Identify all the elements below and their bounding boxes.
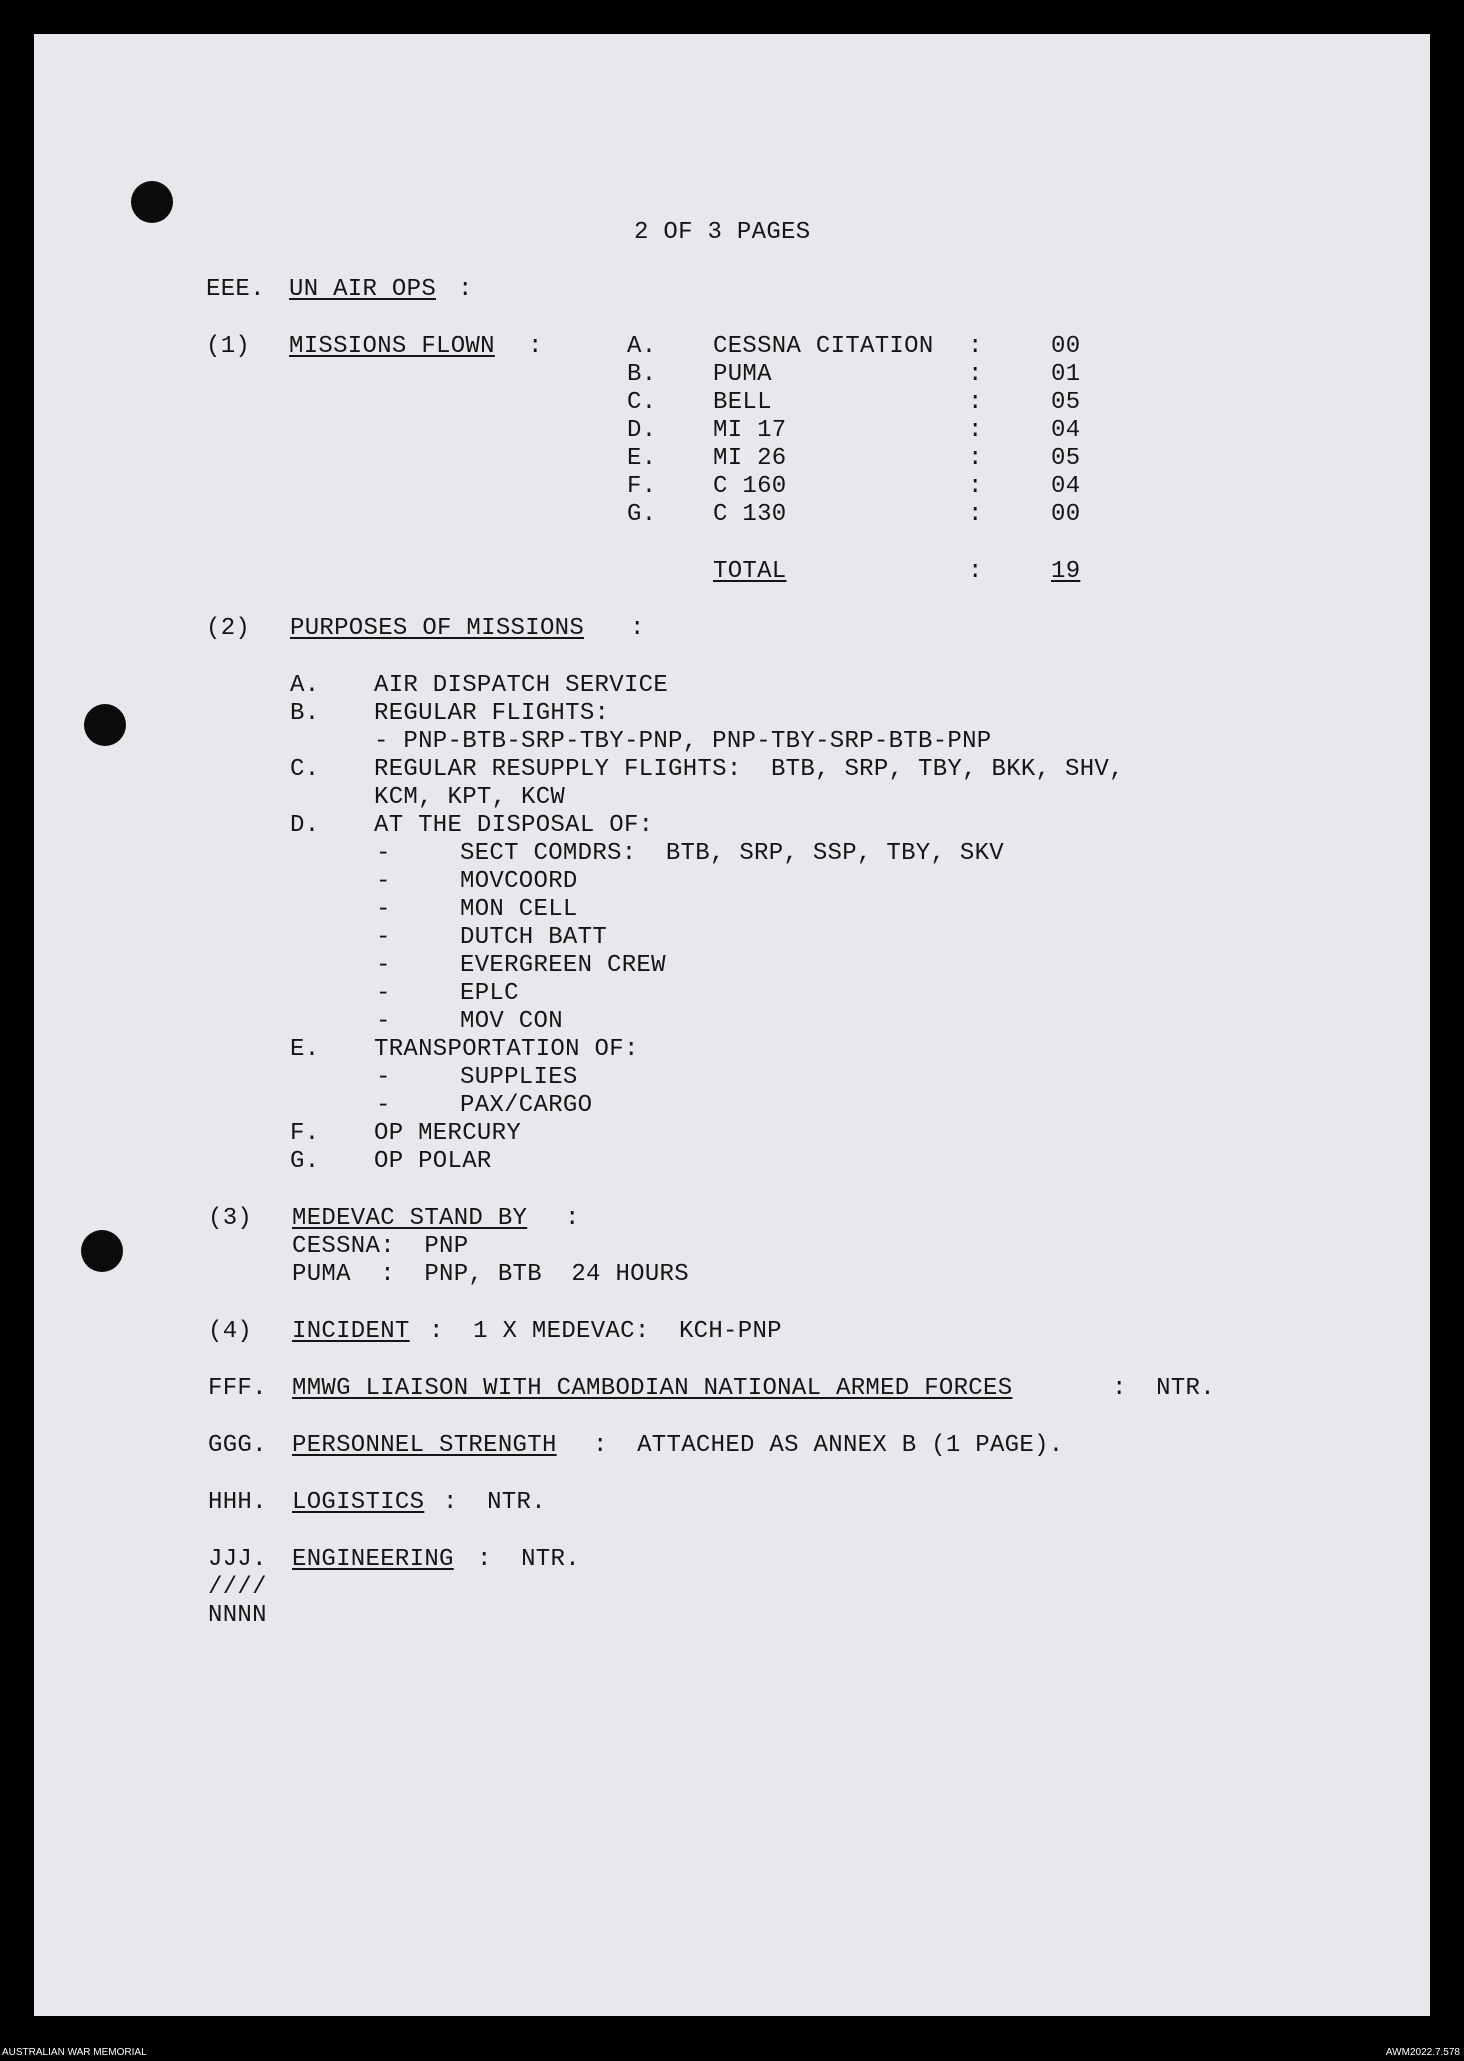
- item-number: (2): [206, 615, 251, 642]
- section-title-colon: :: [458, 276, 473, 303]
- purpose-text: AT THE DISPOSAL OF:: [374, 812, 654, 839]
- purpose-text-continued: KCM, KPT, KCW: [374, 784, 566, 811]
- sub-item-text: EVERGREEN CREW: [460, 952, 666, 979]
- mission-row-count: 05: [1051, 445, 1081, 472]
- purpose-text: TRANSPORTATION OF:: [374, 1036, 639, 1063]
- end-slashes: ////: [208, 1574, 267, 1601]
- mission-row-letter: G.: [627, 501, 657, 528]
- purpose-letter: B.: [290, 700, 320, 727]
- section-heading: LOGISTICS: [292, 1489, 425, 1516]
- mission-row-count: 04: [1051, 473, 1081, 500]
- medevac-standby-line: CESSNA: PNP: [292, 1233, 469, 1260]
- item-number: (1): [206, 333, 251, 360]
- mission-row-letter: B.: [627, 361, 657, 388]
- sub-item-dash: -: [376, 1092, 391, 1119]
- heading-colon: :: [630, 615, 645, 642]
- sub-item-dash: -: [376, 1064, 391, 1091]
- incident-heading: INCIDENT: [292, 1318, 410, 1345]
- medevac-standby-line: PUMA : PNP, BTB 24 HOURS: [292, 1261, 689, 1288]
- page-number-label: 2 OF 3 PAGES: [634, 219, 811, 246]
- end-of-message: NNNN: [208, 1602, 267, 1629]
- total-label: TOTAL: [713, 558, 787, 585]
- purpose-letter: E.: [290, 1036, 320, 1063]
- purpose-text: OP POLAR: [374, 1148, 492, 1175]
- sub-item-dash: -: [376, 896, 391, 923]
- mission-row-aircraft: MI 17: [713, 417, 787, 444]
- punch-hole: [81, 1230, 123, 1272]
- mission-row-count: 05: [1051, 389, 1081, 416]
- document-page: [34, 34, 1430, 2016]
- sub-item-dash: -: [376, 952, 391, 979]
- purpose-letter: D.: [290, 812, 320, 839]
- section-code: EEE.: [206, 276, 265, 303]
- sub-item-text: MON CELL: [460, 896, 578, 923]
- mission-row-letter: D.: [627, 417, 657, 444]
- mission-row-aircraft: C 130: [713, 501, 787, 528]
- mission-row-aircraft: MI 26: [713, 445, 787, 472]
- incident-text: : 1 X MEDEVAC: KCH-PNP: [429, 1318, 782, 1345]
- purpose-text: REGULAR FLIGHTS:: [374, 700, 610, 727]
- heading-colon: :: [565, 1205, 580, 1232]
- sub-item-text: SECT COMDRS: BTB, SRP, SSP, TBY, SKV: [460, 840, 1004, 867]
- section-code: JJJ.: [208, 1546, 267, 1573]
- archive-credit: AUSTRALIAN WAR MEMORIAL: [2, 2047, 147, 2058]
- purpose-letter: G.: [290, 1148, 320, 1175]
- mission-row-separator: :: [968, 389, 983, 416]
- sub-item-text: PAX/CARGO: [460, 1092, 593, 1119]
- section-title: UN AIR OPS: [289, 276, 437, 303]
- mission-row-aircraft: C 160: [713, 473, 787, 500]
- mission-row-separator: :: [968, 501, 983, 528]
- mission-row-letter: F.: [627, 473, 657, 500]
- sub-item-dash: -: [376, 840, 391, 867]
- mission-row-separator: :: [968, 361, 983, 388]
- sub-item-text: MOV CON: [460, 1008, 563, 1035]
- total-separator: :: [968, 558, 983, 585]
- sub-item-text: MOVCOORD: [460, 868, 578, 895]
- section-text: : NTR.: [443, 1489, 546, 1516]
- purpose-text: AIR DISPATCH SERVICE: [374, 672, 669, 699]
- total-value: 19: [1051, 558, 1081, 585]
- missions-flown-heading: MISSIONS FLOWN: [289, 333, 495, 360]
- purpose-letter: A.: [290, 672, 320, 699]
- mission-row-count: 00: [1051, 501, 1081, 528]
- section-code: FFF.: [208, 1375, 267, 1402]
- archive-reference: AWM2022.7.578: [1385, 2047, 1460, 2058]
- purpose-letter: C.: [290, 756, 320, 783]
- punch-hole: [131, 181, 173, 223]
- mission-row-aircraft: CESSNA CITATION: [713, 333, 934, 360]
- mission-row-letter: E.: [627, 445, 657, 472]
- mission-row-count: 01: [1051, 361, 1081, 388]
- section-text: : NTR.: [1112, 1375, 1215, 1402]
- sub-item-dash: -: [376, 868, 391, 895]
- sub-item-dash: -: [376, 1008, 391, 1035]
- section-code: GGG.: [208, 1432, 267, 1459]
- item-number: (3): [208, 1205, 253, 1232]
- section-heading: MMWG LIAISON WITH CAMBODIAN NATIONAL ARMED FORCES: [292, 1375, 1013, 1402]
- mission-row-aircraft: BELL: [713, 389, 772, 416]
- purpose-text: OP MERCURY: [374, 1120, 522, 1147]
- section-text: : NTR.: [477, 1546, 580, 1573]
- mission-row-aircraft: PUMA: [713, 361, 772, 388]
- section-heading: ENGINEERING: [292, 1546, 454, 1573]
- sub-item-text: SUPPLIES: [460, 1064, 578, 1091]
- punch-hole: [84, 704, 126, 746]
- flight-route: - PNP-BTB-SRP-TBY-PNP, PNP-TBY-SRP-BTB-PNP: [374, 728, 992, 755]
- mission-row-letter: C.: [627, 389, 657, 416]
- mission-row-separator: :: [968, 445, 983, 472]
- mission-row-count: 00: [1051, 333, 1081, 360]
- mission-row-separator: :: [968, 417, 983, 444]
- sub-item-dash: -: [376, 980, 391, 1007]
- heading-colon: :: [528, 333, 543, 360]
- section-heading: PERSONNEL STRENGTH: [292, 1432, 557, 1459]
- sub-item-text: DUTCH BATT: [460, 924, 608, 951]
- item-number: (4): [208, 1318, 253, 1345]
- mission-row-separator: :: [968, 473, 983, 500]
- sub-item-text: EPLC: [460, 980, 519, 1007]
- mission-row-count: 04: [1051, 417, 1081, 444]
- purpose-letter: F.: [290, 1120, 320, 1147]
- mission-row-letter: A.: [627, 333, 657, 360]
- section-code: HHH.: [208, 1489, 267, 1516]
- mission-row-separator: :: [968, 333, 983, 360]
- section-text: : ATTACHED AS ANNEX B (1 PAGE).: [593, 1432, 1064, 1459]
- purpose-text: REGULAR RESUPPLY FLIGHTS: BTB, SRP, TBY, BKK, SHV,: [374, 756, 1124, 783]
- medevac-heading: MEDEVAC STAND BY: [292, 1205, 528, 1232]
- sub-item-dash: -: [376, 924, 391, 951]
- purposes-heading: PURPOSES OF MISSIONS: [290, 615, 585, 642]
